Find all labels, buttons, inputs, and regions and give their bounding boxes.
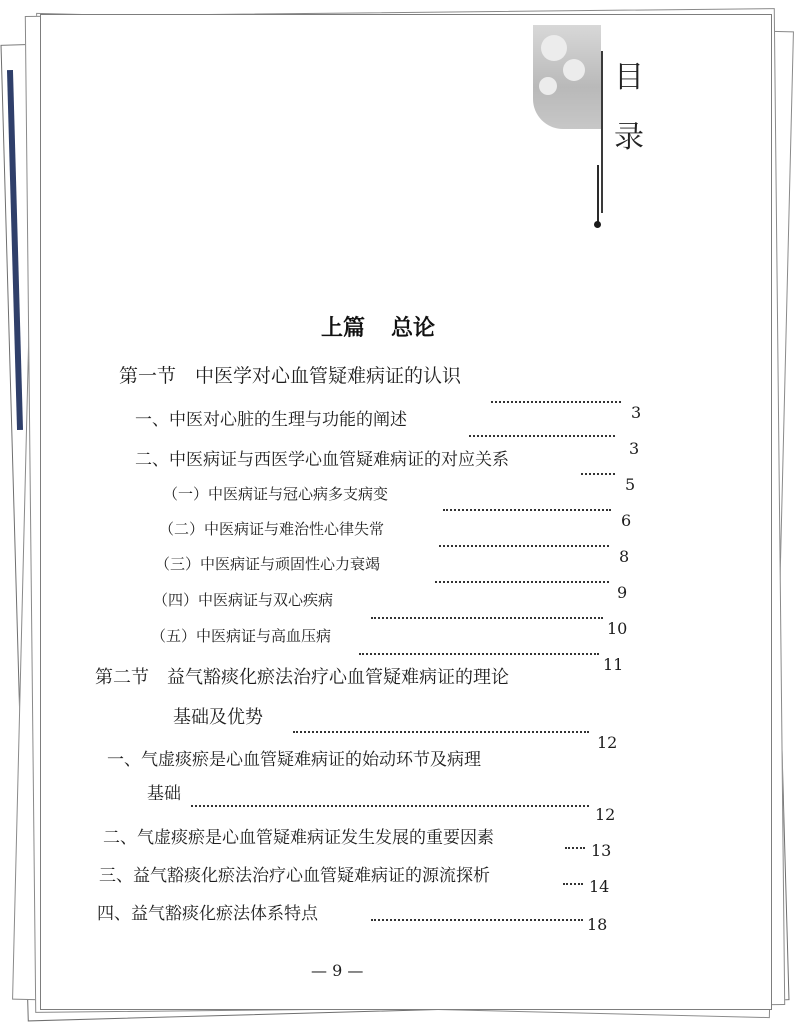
toc-entry-text[interactable]: 三、益气豁痰化瘀法治疗心血管疑难病证的源流探析 bbox=[99, 866, 490, 886]
toc-page-number: 5 bbox=[625, 475, 636, 494]
part-title: 上篇 总论 bbox=[321, 315, 436, 341]
leader-dots bbox=[581, 473, 615, 475]
toc-page-number: 12 bbox=[597, 733, 618, 752]
leader-dots bbox=[371, 617, 603, 619]
toc-page-number: 8 bbox=[619, 547, 630, 566]
leader-dots bbox=[435, 581, 609, 583]
toc-entry-text[interactable]: 基础 bbox=[147, 784, 181, 804]
leader-dots bbox=[491, 401, 621, 403]
leader-dots bbox=[443, 509, 611, 511]
toc-page-number: 13 bbox=[591, 841, 612, 860]
leader-dots bbox=[439, 545, 609, 547]
toc-entry-text[interactable]: （三）中医病证与顽固性心力衰竭 bbox=[155, 555, 381, 573]
title-rule bbox=[597, 165, 599, 223]
page-footer-number: — 9 — bbox=[311, 961, 364, 980]
leader-dots bbox=[563, 883, 583, 885]
toc-page-number: 11 bbox=[603, 655, 624, 674]
title-char: 录 bbox=[614, 120, 644, 155]
leader-dots bbox=[359, 653, 599, 655]
vertical-title bbox=[601, 51, 655, 213]
toc-page-number: 12 bbox=[595, 805, 616, 824]
title-dot bbox=[594, 221, 601, 228]
toc-entry-text[interactable]: （五）中医病证与高血压病 bbox=[151, 627, 332, 645]
leader-dots bbox=[565, 847, 585, 849]
toc-entry-text[interactable]: 二、中医病证与西医学心血管疑难病证的对应关系 bbox=[135, 450, 509, 470]
toc-entry-text[interactable]: 一、中医对心脏的生理与功能的阐述 bbox=[135, 410, 407, 430]
document-page bbox=[40, 14, 772, 1010]
toc-page-number: 18 bbox=[587, 915, 608, 934]
toc-page-number: 10 bbox=[607, 619, 628, 638]
toc-entry-text[interactable]: 第一节 中医学对心血管疑难病证的认识 bbox=[119, 365, 462, 387]
title-char: 目 bbox=[614, 60, 644, 95]
toc-entry-text[interactable]: 二、气虚痰瘀是心血管疑难病证发生发展的重要因素 bbox=[103, 828, 494, 848]
toc-entry-text[interactable]: （四）中医病证与双心疾病 bbox=[153, 591, 334, 609]
leader-dots bbox=[191, 805, 589, 807]
toc-entry-text[interactable]: 一、气虚痰瘀是心血管疑难病证的始动环节及病理 bbox=[107, 750, 481, 770]
toc-entry-text[interactable]: 四、益气豁痰化瘀法体系特点 bbox=[97, 904, 318, 924]
leader-dots bbox=[469, 435, 615, 437]
toc-page-number: 3 bbox=[629, 439, 640, 458]
toc-entry-text[interactable]: （二）中医病证与难治性心律失常 bbox=[159, 520, 385, 538]
toc-page-number: 9 bbox=[617, 583, 628, 602]
toc-entry-text[interactable]: （一）中医病证与冠心病多支病变 bbox=[163, 485, 389, 503]
leader-dots bbox=[293, 731, 589, 733]
toc-entry-text[interactable]: 基础及优势 bbox=[173, 707, 263, 728]
toc-page-number: 3 bbox=[631, 403, 642, 422]
toc-page-number: 6 bbox=[621, 511, 632, 530]
toc-page-number: 14 bbox=[589, 877, 610, 896]
leader-dots bbox=[371, 919, 583, 921]
floral-ornament bbox=[533, 25, 601, 129]
toc-entry-text[interactable]: 第二节 益气豁痰化瘀法治疗心血管疑难病证的理论 bbox=[95, 667, 509, 688]
